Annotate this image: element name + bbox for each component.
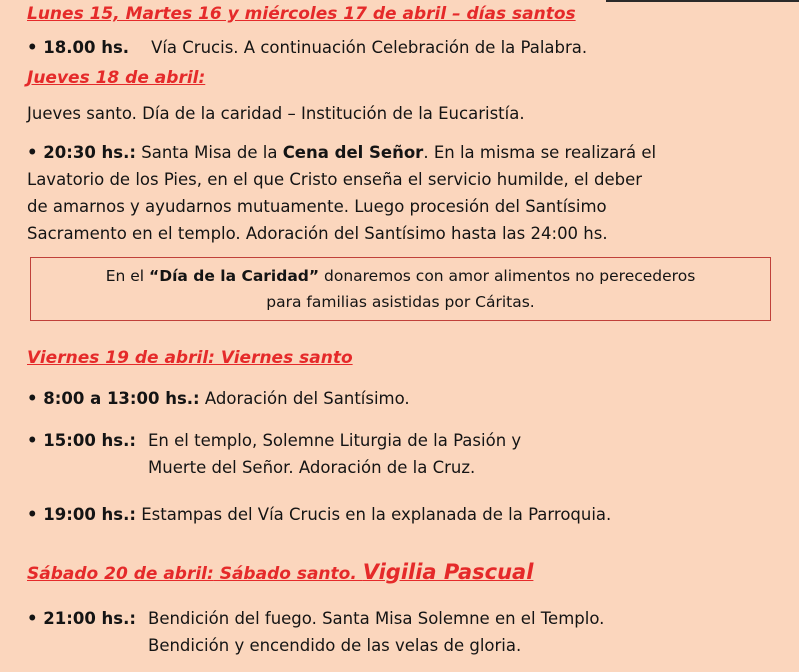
- thursday-item-line2: Lavatorio de los Pies, en el que Cristo enseña el servicio humilde, el deber: [27, 170, 643, 189]
- top-divider: [606, 0, 799, 2]
- friday-item2-line1: [27, 431, 136, 451]
- friday-item3-text: Estampas del Vía Crucis en la explanada de la Parroquia.: [141, 505, 612, 524]
- thursday-text-b: . En la misma se realizará el: [423, 143, 657, 162]
- saturday-item-time: • 21:00 hs.:: [27, 609, 136, 628]
- friday-item2-text1: En el templo, Solemne Liturgia de la Pasión y: [148, 431, 522, 450]
- thursday-text-bold: Cena del Señor: [282, 143, 424, 162]
- days-holy-time: • 18.00 hs.: [27, 38, 130, 57]
- friday-item2-time: • 15:00 hs.:: [27, 431, 136, 450]
- days-holy-text: Vía Crucis. A continuación Celebración de la Palabra.: [151, 38, 588, 57]
- thursday-time: • 20:30 hs.:: [27, 143, 136, 162]
- friday-item3: [27, 505, 611, 525]
- charity-line1: [31, 263, 770, 289]
- charity-line1-b: donaremos con amor alimentos no perecederos: [319, 267, 696, 285]
- saturday-item-time-line: [27, 609, 136, 629]
- charity-line1-bold: “Día de la Caridad”: [149, 267, 320, 285]
- heading-friday: Viernes 19 de abril: Viernes santo: [27, 348, 353, 368]
- heading-thursday: Jueves 18 de abril:: [27, 68, 206, 88]
- saturday-heading-date: Sábado 20 de abril:: [27, 564, 214, 584]
- thursday-intro: Jueves santo. Día de la caridad – Institución de la Eucaristía.: [27, 104, 525, 123]
- friday-item1-text: Adoración del Santísimo.: [204, 389, 410, 408]
- saturday-item-text2: Bendición y encendido de las velas de gloria.: [148, 636, 522, 655]
- charity-notice-box: [30, 257, 771, 321]
- thursday-item-line4: Sacramento en el templo. Adoración del Santísimo hasta las 24:00 hs.: [27, 224, 608, 243]
- thursday-text-a: Santa Misa de la: [141, 143, 283, 162]
- charity-line1-a: En el: [105, 267, 150, 285]
- friday-item1: [27, 389, 410, 409]
- friday-item2-text2: Muerte del Señor. Adoración de la Cruz.: [148, 458, 476, 477]
- saturday-heading-big: Vigilia Pascual: [362, 560, 534, 584]
- friday-item1-time: • 8:00 a 13:00 hs.:: [27, 389, 200, 408]
- days-holy-item: [27, 38, 587, 58]
- charity-line2: para familias asistidas por Cáritas.: [266, 293, 535, 311]
- thursday-item-line3: de amarnos y ayudarnos mutuamente. Luego procesión del Santísimo: [27, 197, 607, 216]
- friday-item3-time: • 19:00 hs.:: [27, 505, 136, 524]
- heading-days-holy: Lunes 15, Martes 16 y miércoles 17 de abril – días santos: [27, 4, 576, 24]
- thursday-item-line1: [27, 143, 656, 163]
- saturday-heading-rest: Sábado santo.: [213, 564, 363, 584]
- heading-saturday: [27, 562, 533, 584]
- saturday-item-text1: Bendición del fuego. Santa Misa Solemne en el Templo.: [148, 609, 605, 628]
